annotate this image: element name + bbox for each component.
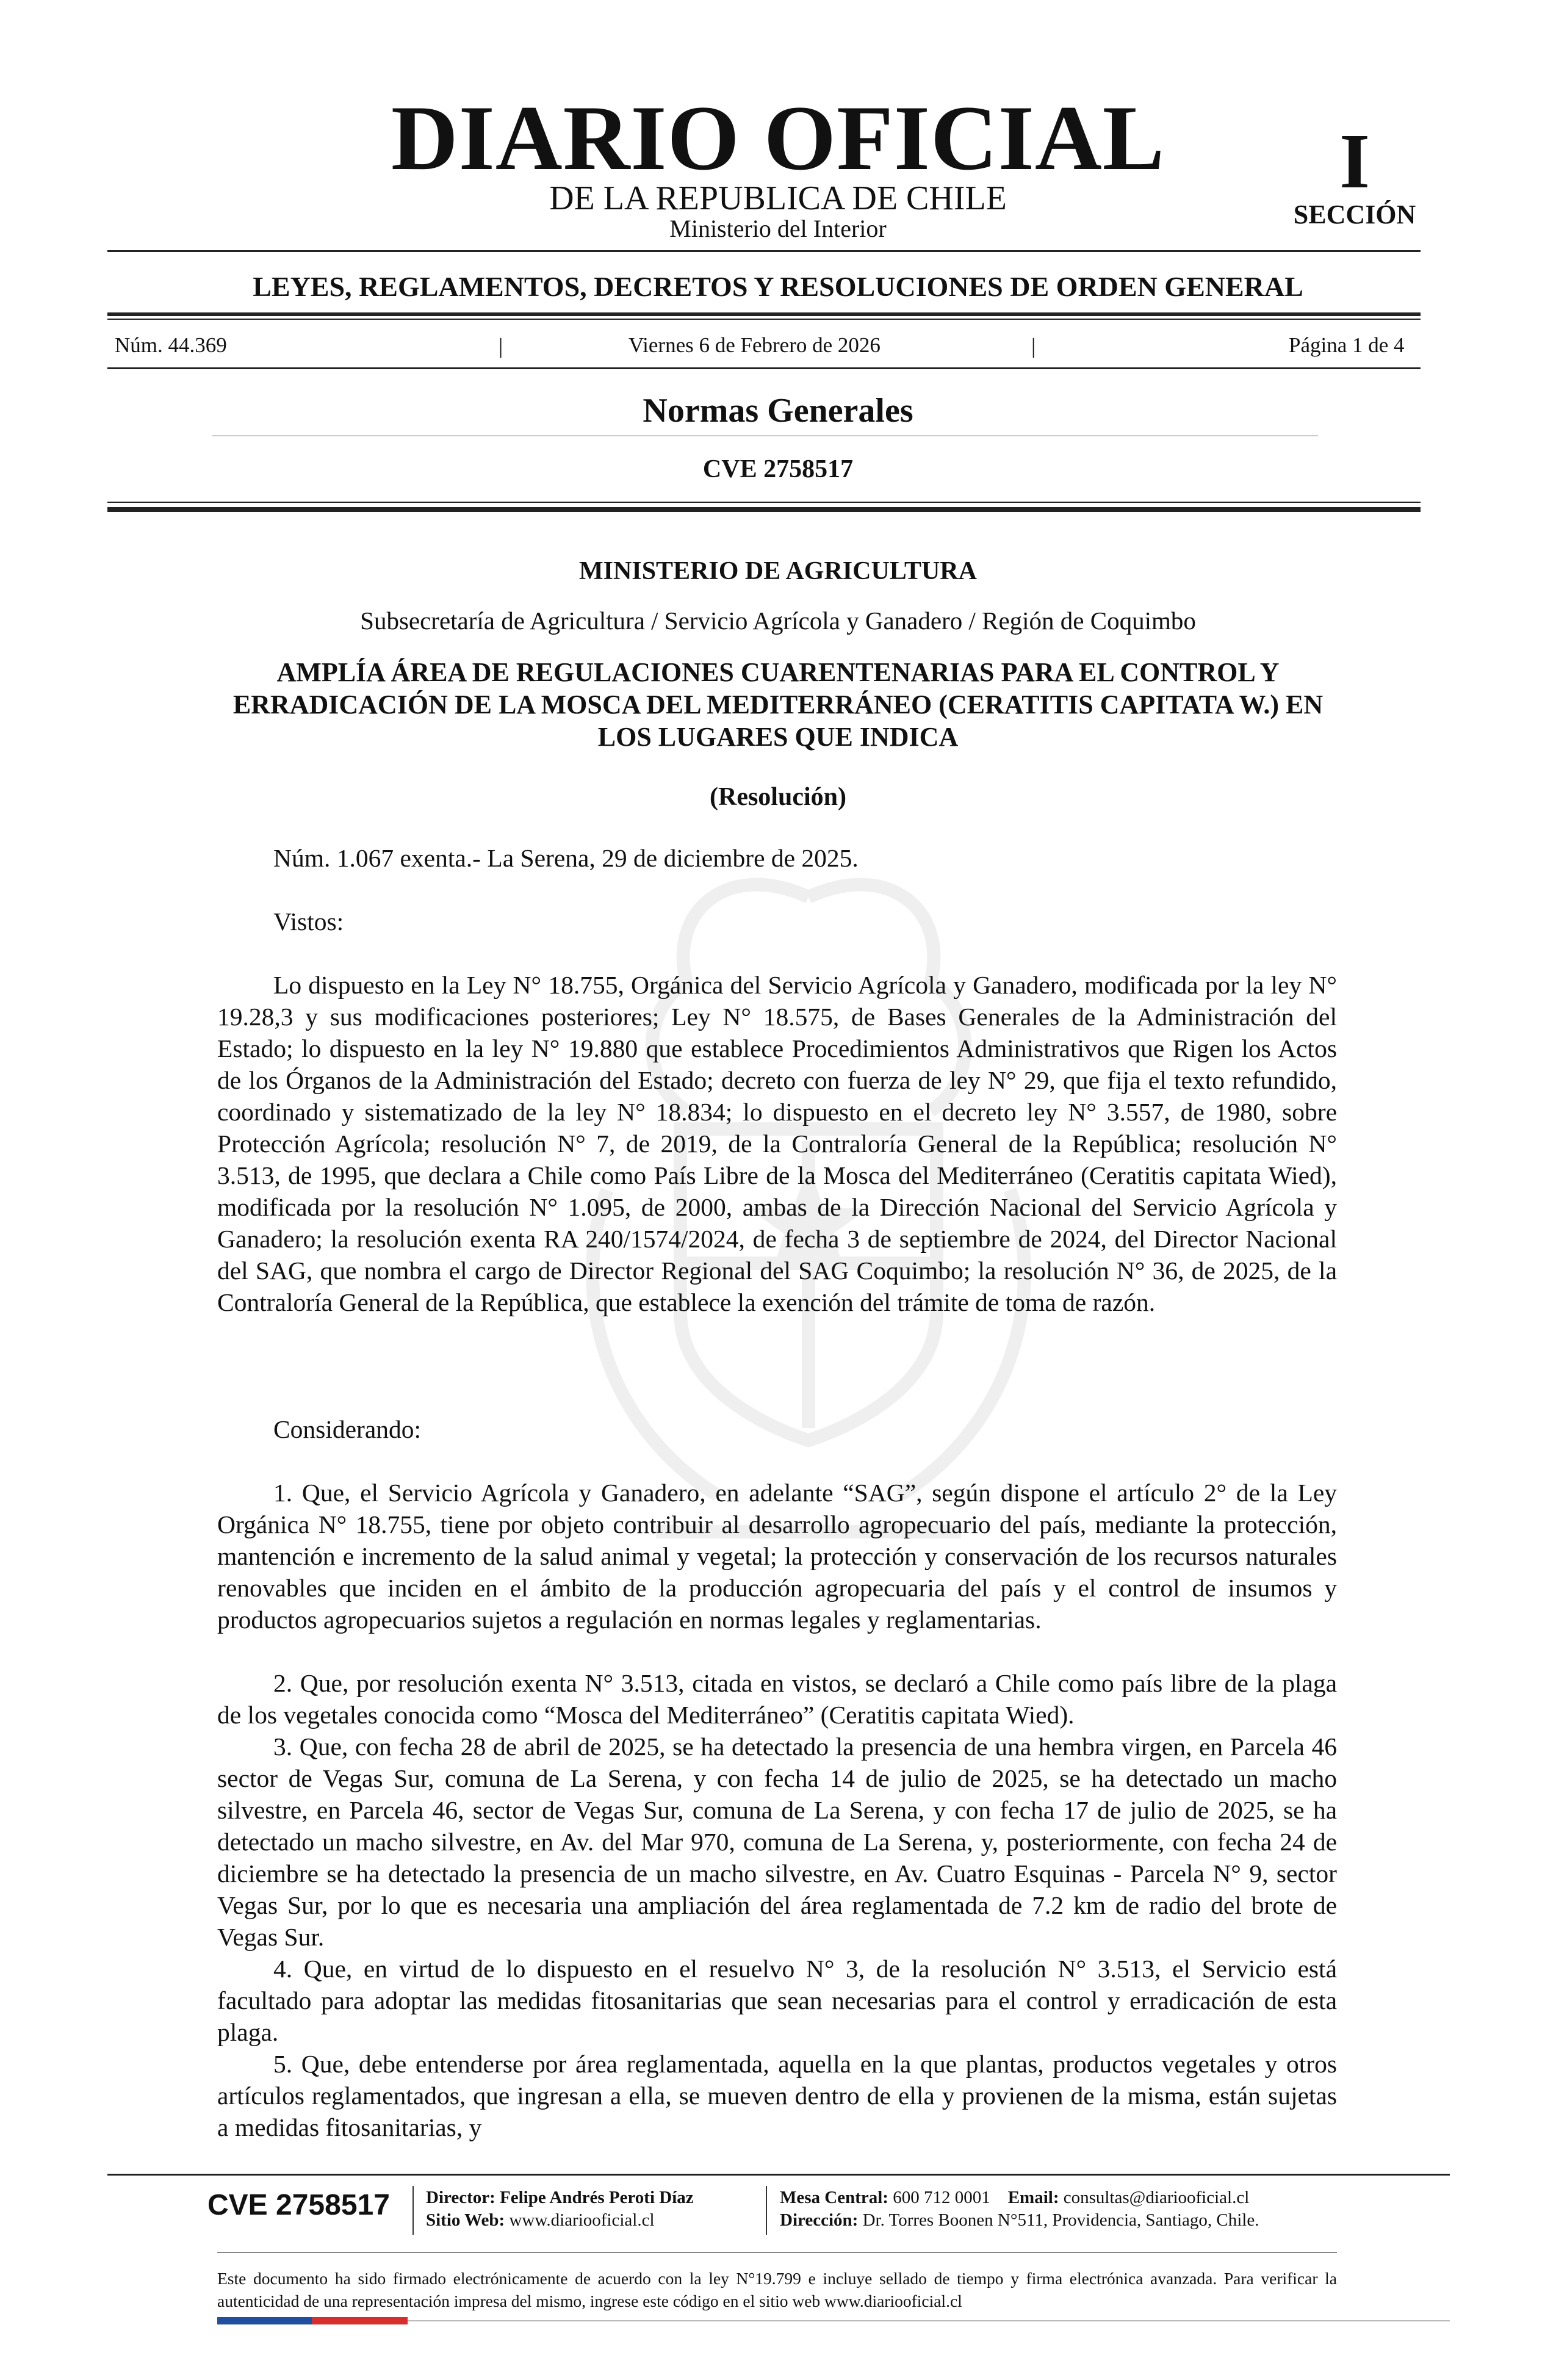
email-link[interactable]: consultas@diariooficial.cl bbox=[1063, 2188, 1250, 2207]
director-label: Director: bbox=[426, 2188, 495, 2207]
section-heading: Normas Generales bbox=[643, 392, 913, 430]
flag-stripe-blue bbox=[217, 2317, 312, 2324]
document-title: AMPLÍA ÁREA DE REGULACIONES CUARENTENARIAS PARA EL CONTROL Y ERRADICACIÓN DE LA MOSCA DEL MEDITERRÁNEO (CERATITIS CAPITATA W.) EN LOS LUGARES QUE INDICA bbox=[232, 657, 1324, 752]
masthead-ministry: Ministerio del Interior bbox=[669, 215, 887, 242]
footer-rule bbox=[107, 2174, 1450, 2176]
footer-site bbox=[426, 2209, 655, 2232]
cve-code: CVE 2758517 bbox=[702, 455, 854, 483]
considerando-heading: Considerando: bbox=[273, 1415, 422, 1443]
masthead-title: DIARIO OFICIAL bbox=[391, 87, 1165, 189]
flag-stripe-red bbox=[312, 2317, 408, 2324]
considerando-item: 2. Que, por resolución exenta N° 3.513, citada en vistos, se declaró a Chile como país libre de la plaga de los vegetales conocida como “Mosca del Mediterráneo” (Ceratitis capitata Wied). bbox=[217, 1669, 1337, 1729]
document-type: (Resolución) bbox=[710, 783, 846, 811]
considerando-item: 4. Que, en virtud de lo dispuesto en el resuelvo N° 3, de la resolución N° 3.513, el Servicio está facultado para adoptar las medidas fitosanitarias que sean necesarias para el control y erradicación de esta plaga. bbox=[217, 1955, 1337, 2046]
legal-notice: Este documento ha sido firmado electrónicamente de acuerdo con la ley N°19.799 e incluye sellado de tiempo y firma electrónica avanzada. Para verificar la autenticidad de una representación impresa del mismo, ingrese este código en el sitio web www.diariooficial.cl bbox=[217, 2269, 1337, 2310]
subsecretaria-line: Subsecretaría de Agricultura / Servicio Agrícola y Ganadero / Región de Coquimbo bbox=[360, 607, 1196, 635]
issue-separator: | bbox=[1031, 334, 1036, 358]
cve-rule-thick bbox=[107, 507, 1421, 512]
vistos-heading: Vistos: bbox=[273, 907, 344, 936]
bottom-rule bbox=[408, 2320, 1450, 2321]
banner-rule-thick bbox=[107, 312, 1421, 316]
section-label: SECCIÓN bbox=[1293, 200, 1416, 229]
footer-address bbox=[780, 2209, 1259, 2232]
ministry-heading: MINISTERIO DE AGRICULTURA bbox=[579, 557, 977, 585]
mesa-label: Mesa Central: bbox=[780, 2188, 888, 2207]
footer-contact bbox=[780, 2187, 1249, 2209]
banner-title: LEYES, REGLAMENTOS, DECRETOS Y RESOLUCIONES DE ORDEN GENERAL bbox=[253, 271, 1303, 302]
footer-rule-lower bbox=[217, 2252, 1337, 2253]
vistos-paragraph: Lo dispuesto en la Ley N° 18.755, Orgánica del Servicio Agrícola y Ganadero, modificada por la ley N° 19.28,3 y sus modificaciones posteriores; Ley N° 18.575, de Bases Generales de la Administración del Estado; lo dispuesto en la ley N° 19.880 que establece Procedimientos Administrativos que Rigen los Actos de los Órganos de la Administración del Estado; decreto con fuerza de ley N° 29, que fija el texto refundido, coordinado y sistematizado de la ley N° 18.834; lo dispuesto en el decreto ley N° 3.557, de 1980, sobre Protección Agrícola; resolución N° 7, de 2019, de la Contraloría General de la República; resolución N° 3.513, de 1995, que declara a Chile como País Libre de la Mosca del Mediterráneo (Ceratitis capitata Wied), modificada por la resolución N° 1.095, de 2000, ambas de la Dirección Nacional del Servicio Agrícola y Ganadero; la resolución exenta RA 240/1574/2024, de fecha 3 de septiembre de 2024, del Director Nacional del SAG, que nombra el cargo de Director Regional del SAG Coquimbo; la resolución N° 36, de 2025, de la Contraloría General de la República, que establece la exención del trámite de toma de razón. bbox=[217, 971, 1337, 1316]
masthead-subtitle: DE LA REPUBLICA DE CHILE bbox=[549, 179, 1007, 217]
considerando-item: 1. Que, el Servicio Agrícola y Ganadero, en adelante “SAG”, según dispone el artículo 2° de la Ley Orgánica N° 18.755, tiene por objeto contribuir al desarrollo agropecuario del país, mediante la protección, mantención e incremento de la salud animal y vegetal; la protección y conservación de los recursos naturales renovables que inciden en el ámbito de la producción agropecuaria del país y el control de insumos y productos agropecuarios sujetos a regulación en normas legales y reglamentarias. bbox=[217, 1479, 1337, 1634]
heading-rule bbox=[212, 435, 1318, 436]
issue-separator: | bbox=[499, 334, 503, 358]
considerando-item: 5. Que, debe entenderse por área reglamentada, aquella en la que plantas, productos vegetales y otros artículos reglamentados, que ingresan a ella, se mueven dentro de ella y provienen de la misma, están sujetas a medidas fitosanitarias, y bbox=[217, 2050, 1337, 2141]
footer-director bbox=[426, 2187, 694, 2209]
email-label: Email: bbox=[1007, 2188, 1059, 2207]
footer-divider bbox=[412, 2186, 414, 2235]
resolution-number: Núm. 1.067 exenta.- La Serena, 29 de diciembre de 2025. bbox=[273, 844, 859, 872]
footer-cve-code: CVE 2758517 bbox=[207, 2189, 390, 2221]
meta-rule bbox=[107, 367, 1421, 369]
director-name: Felipe Andrés Peroti Díaz bbox=[500, 2188, 694, 2207]
address-label: Dirección: bbox=[780, 2210, 859, 2230]
issue-number: Núm. 44.369 bbox=[115, 333, 227, 357]
site-label: Sitio Web: bbox=[426, 2210, 505, 2230]
page-indicator: Página 1 de 4 bbox=[1289, 333, 1405, 357]
site-link[interactable]: www.diariooficial.cl bbox=[509, 2210, 655, 2230]
top-rule bbox=[107, 250, 1421, 252]
considerando-item: 3. Que, con fecha 28 de abril de 2025, se ha detectado la presencia de una hembra virgen, en Parcela 46 sector de Vegas Sur, comuna de La Serena, y con fecha 14 de julio de 2025, se ha detectado un macho silvestre, en Parcela 46, sector de Vegas Sur, comuna de La Serena, y con fecha 17 de julio de 2025, se ha detectado un macho silvestre, en Av. del Mar 970, comuna de La Serena, y, posteriormente, con fecha 24 de diciembre se ha detectado la presencia de un macho silvestre, en Av. Cuatro Esquinas - Parcela N° 9, sector Vegas Sur, por lo que es necesaria una ampliación del área reglamentada de 7.2 km de radio del brote de Vegas Sur. bbox=[217, 1733, 1337, 1951]
address-text: Dr. Torres Boonen N°511, Providencia, Santiago, Chile. bbox=[862, 2210, 1259, 2230]
cve-rule-thin bbox=[107, 502, 1421, 503]
footer-divider bbox=[766, 2186, 767, 2235]
issue-date: Viernes 6 de Febrero de 2026 bbox=[629, 333, 881, 357]
mesa-phone: 600 712 0001 bbox=[893, 2188, 990, 2207]
section-number: I bbox=[1339, 118, 1370, 204]
banner-rule-thin bbox=[107, 319, 1421, 320]
